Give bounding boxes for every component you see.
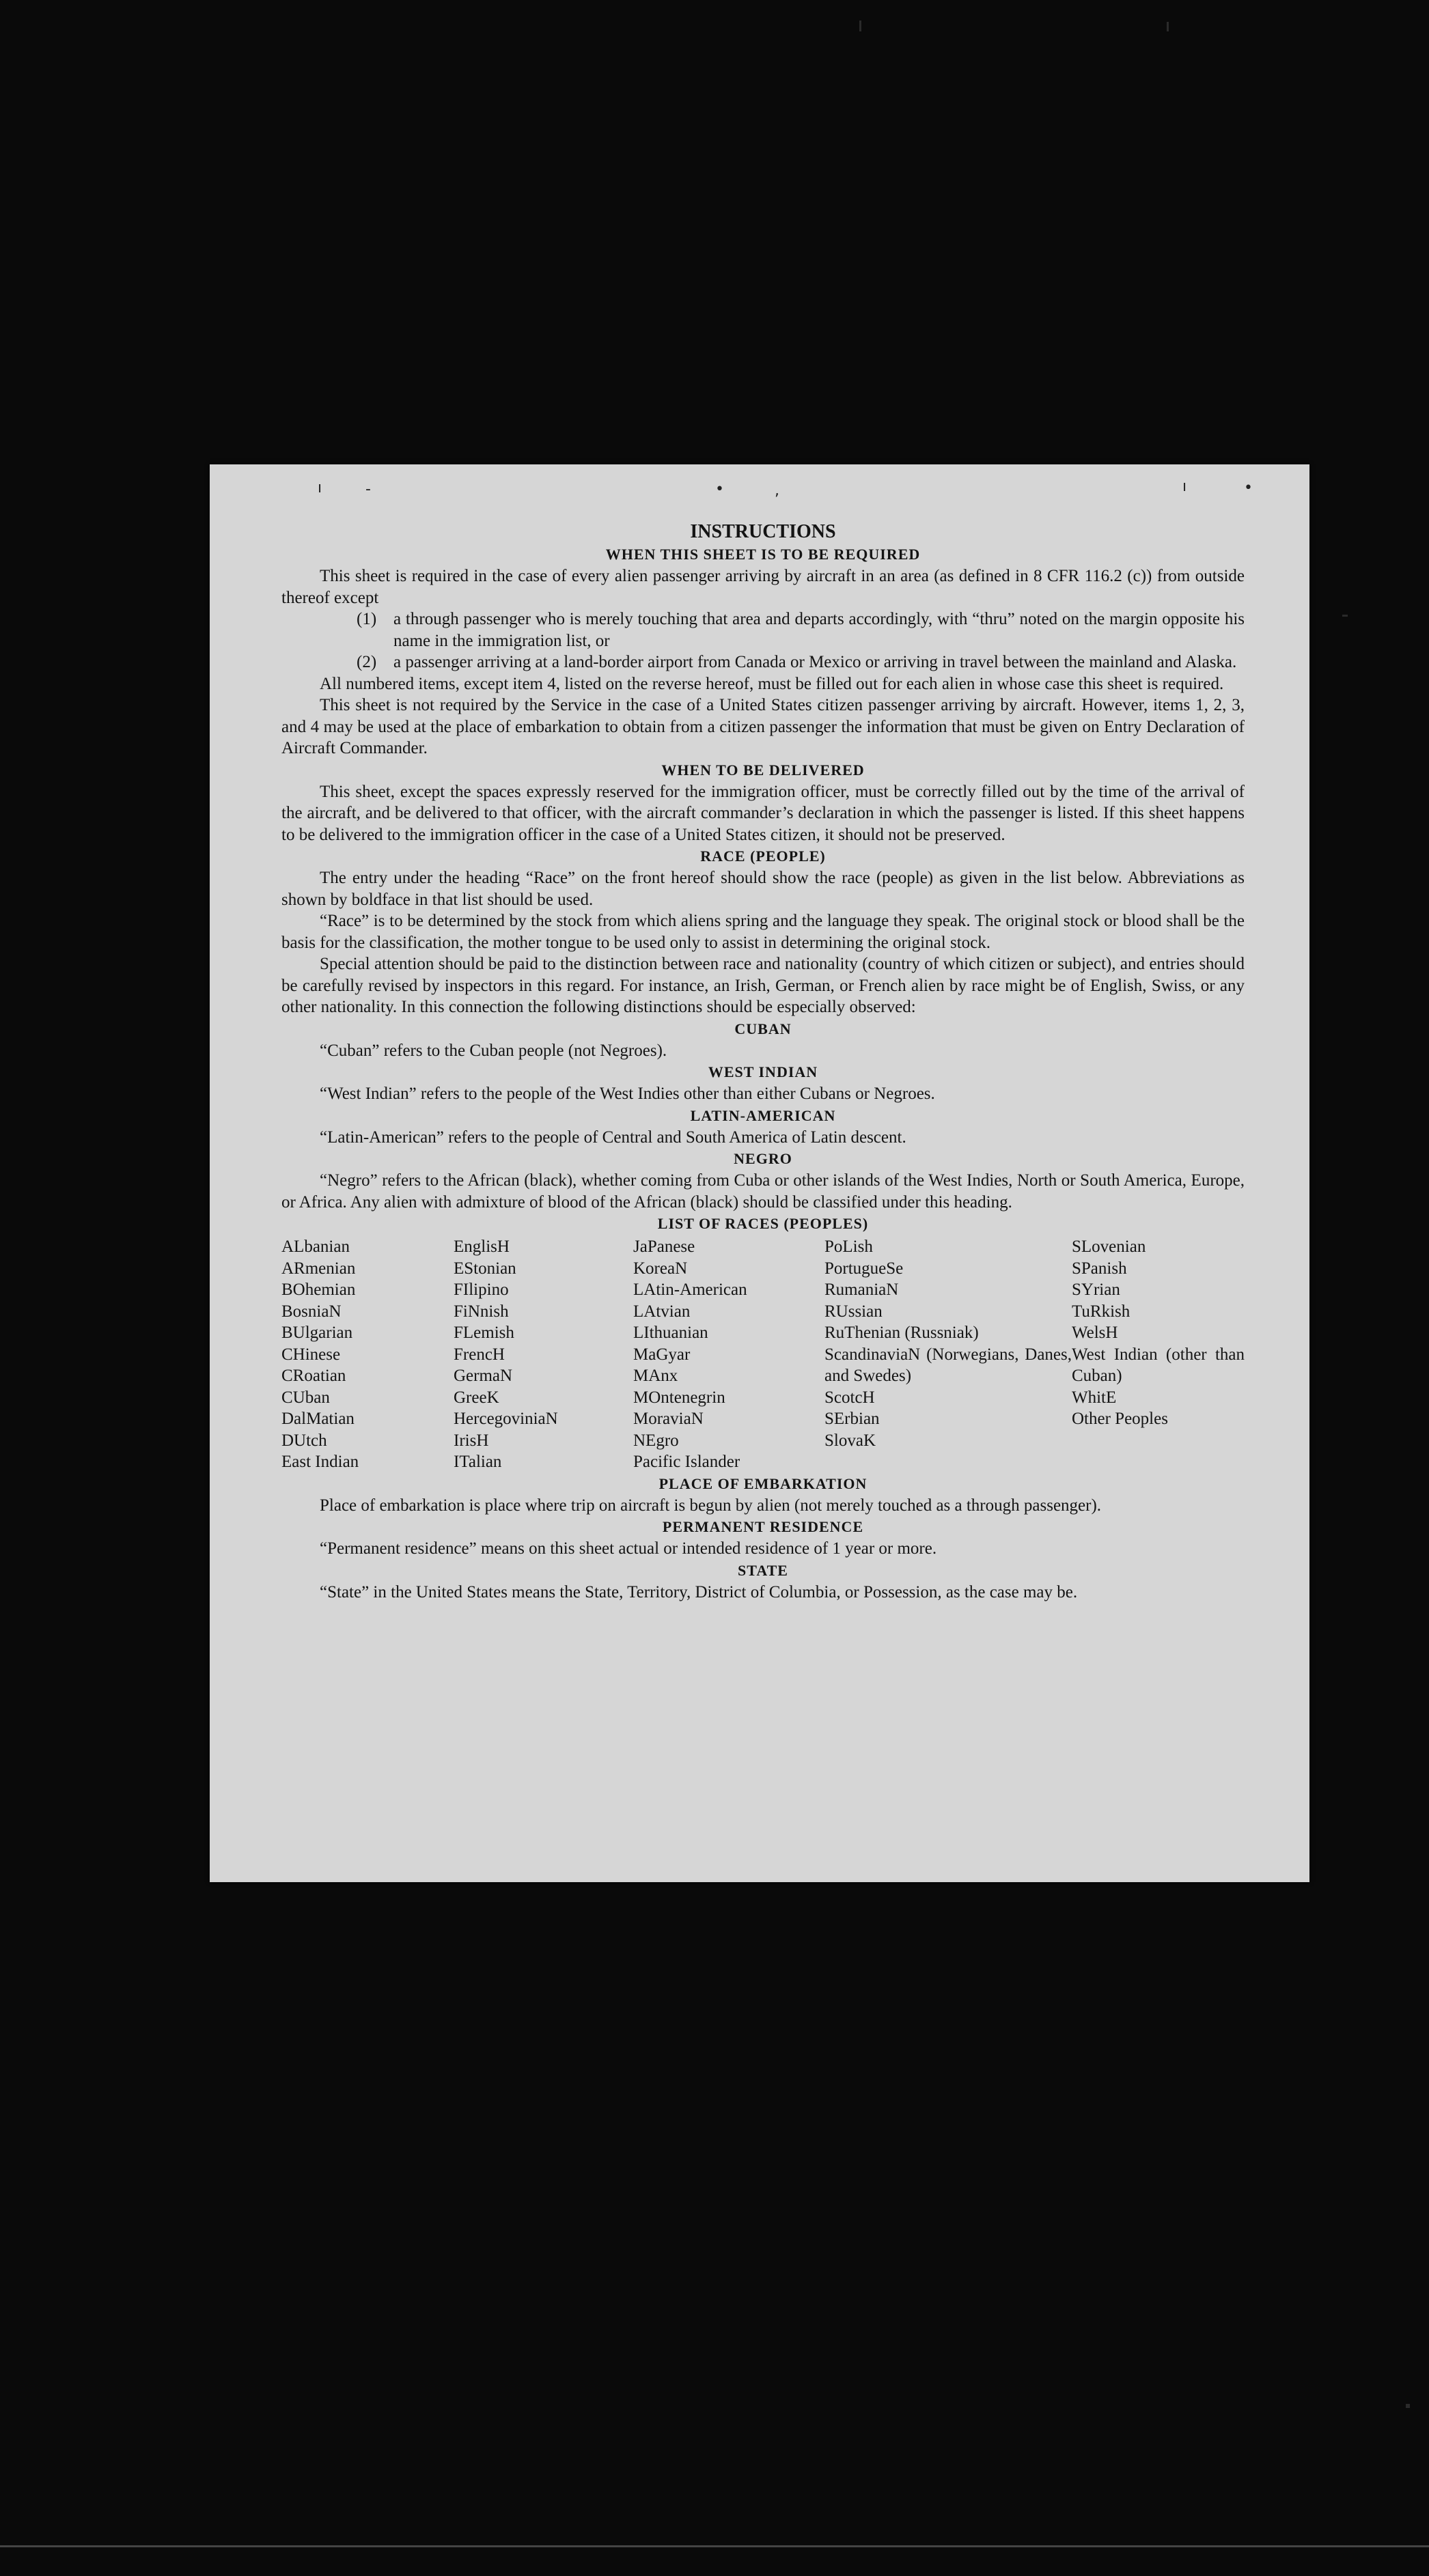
paragraph-embarkation: Place of embarkation is place where trip on aircraft is begun by alien (not merely touched as a through passenger).	[320, 1496, 1102, 1515]
race-item: TuRkish	[1072, 1302, 1130, 1321]
race-item: MOntenegrin	[633, 1388, 725, 1407]
races-column-2	[454, 1236, 633, 1473]
heading-latin-american: LATIN-AMERICAN	[690, 1106, 836, 1124]
race-item: LIthuanian	[633, 1324, 708, 1342]
race-item: Pacific Islander	[633, 1453, 740, 1471]
heading-when-delivered: WHEN TO BE DELIVERED	[661, 761, 865, 779]
heading-state: STATE	[738, 1561, 788, 1579]
heading-permanent-residence: PERMANENT RESIDENCE	[662, 1518, 864, 1535]
paragraph-state: “State” in the United States means the State, Territory, District of Columbia, or Possession, as the case may be.	[320, 1582, 1078, 1601]
exception-item-number: (1)	[357, 610, 377, 628]
exception-item-number: (2)	[357, 653, 377, 671]
film-edge-line	[0, 2545, 1429, 2547]
race-item: FIlipino	[454, 1280, 509, 1299]
heading-west-indian: WEST INDIAN	[708, 1063, 818, 1080]
race-item: ScandinaviaN (Norwegians, Danes, and Swedes)	[824, 1345, 1072, 1385]
paragraph-cuban: “Cuban” refers to the Cuban people (not Negroes).	[320, 1041, 667, 1060]
exception-item-2	[281, 652, 1245, 673]
paragraph-when-required-intro: This sheet is required in the case of every alien passenger arriving by aircraft in an area (as defined in 8 CFR 116.2 (c)) from outside thereof except	[281, 567, 1245, 607]
race-item: FLemish	[454, 1324, 514, 1342]
race-item: GreeK	[454, 1388, 499, 1407]
document-page: ı - • , ı • INSTRUCTIONS WHEN THIS SHEET IS TO BE REQUIRED This sheet is required in the case of every alien passenger arriving by aircraft in an area (as defined in 8 CFR 116.2 (c)) from outside thereof except (1) a through passenger who is merely touching that area and departs accordingly, with “thru” noted on the margin opposite his name in the immigration list, or (2) a passenger arriving at a land-border airport from Canada or Mexico or arriving in travel between the mainland and Alaska. All numbered items, except item 4, listed on the reverse hereof, must be filled out for each alien in whose case this sheet is required. This sheet is not required by the Service in the case of a United States citizen passenger arriving by aircraft. However, items 1, 2, 3, and 4 may be used at the place of embarkation to obtain from a citizen passenger the information that must be given on Entry Declaration of Aircraft Commander. WHEN TO BE DELIVERED This sheet, except the spaces expressly reserved for the immigration officer, must be correctly filled out by the time of the arrival of the aircraft, and be delivered to that officer, with the aircraft commander’s declaration in which the passenger is listed. If this sheet happens to be delivered to the immigration officer in the case of a United States citizen, it should not be preserved. RACE (PEOPLE) The entry under the heading “Race” on the front hereof should show the race (people) as given in the list below. Abbreviations as shown by boldface in that list should be used. “Race” is to be determined by the stock from which aliens spring and the language they speak. The original stock or blood shall be the basis for the classification, the mother tongue to be used only to assist in determining the original stock. Special attention should be paid to the distinction between race and nationality (country of which citizen or subject), and entries should be carefully revised by inspectors in this regard. For instance, an Irish, German, or French alien by race might be of English, Swiss, or any other nationality. In this connection the following distinctions should be especially observed: CUBAN “Cuban” refers to the Cuban people (not Negroes). WEST INDIAN “West Indian” refers to the people of the West Indies other than either Cubans or Negroes. LATIN-AMERICAN “Latin-American” refers to the people of Central and South America of Latin descent. NEGRO “Negro” refers to the African (black), whether coming from Cuba or other islands of the West Indies, North or South America, Europe, or Africa. Any alien with admixture of blood of the African (black) should be classified under this heading. LIST OF RACES (PEOPLES) ALbanian ARmenian BOhemian BosniaN BUlgarian CHinese CRoatian CUban DalMatian DUtch East Indian EnglisH EStonian FIlipino FiNnish FLemish FrencH GermaN GreeK HercegoviniaN IrisH ITalian JaPanese KoreaN LAtin-American LAtvian LIthuanian MaGyar MAnx MOntenegrin MoraviaN NEgro Pacific Islander PoLish PortugueSe RumaniaN RUssian RuThenian (Russniak) ScandinaviaN (Norwegians, Danes, and Swedes) ScotcH SErbian SlovaK SLovenian SPanish SYrian TuRkish WelsH West Indian (other than Cuban) WhitE Other Peoples PLACE OF EMBARKATION Place of embarkation is place where trip on aircraft is begun by alien (not merely touched as a through passenger). PERMANENT RESIDENCE “Permanent residence” means on this sheet actual or intended residence of 1 year or more. STATE “State” in the United States means the State, Territory, District of Columbia, or Possession, as the case may be.	[210, 464, 1309, 1882]
race-item: East Indian	[281, 1453, 359, 1471]
race-item: RUssian	[824, 1302, 883, 1321]
exception-item-1	[281, 608, 1245, 652]
races-list	[281, 1236, 1245, 1473]
race-item: BosniaN	[281, 1302, 342, 1321]
race-item: Other Peoples	[1072, 1410, 1168, 1428]
paragraph-citizen-passenger: This sheet is not required by the Service in the case of a United States citizen passenger arriving by aircraft. However, items 1, 2, 3, and 4 may be used at the place of embarkation to obtain from a citizen passenger the information that must be given on Entry Declaration of Aircraft Commander.	[281, 696, 1245, 757]
race-item: HercegoviniaN	[454, 1410, 558, 1428]
race-item: RumaniaN	[824, 1280, 899, 1299]
race-item: GermaN	[454, 1367, 513, 1385]
race-item: MaGyar	[633, 1345, 691, 1364]
race-item: CUban	[281, 1388, 330, 1407]
race-item: JaPanese	[633, 1237, 695, 1256]
race-item: LAtvian	[633, 1302, 691, 1321]
exception-item-text: a through passenger who is merely touching that area and departs accordingly, with “thru” noted on the margin opposite his name in the immigration list, or	[393, 610, 1245, 650]
paragraph-negro: “Negro” refers to the African (black), whether coming from Cuba or other islands of the West Indies, North or South America, Europe, or Africa. Any alien with admixture of blood of the African (black) should be classified under this heading.	[281, 1171, 1245, 1212]
paragraph-race-2: “Race” is to be determined by the stock from which aliens spring and the language they speak. The original stock or blood shall be the basis for the classification, the mother tongue to be used only to assist in determining the original stock.	[281, 912, 1245, 952]
race-item: KoreaN	[633, 1259, 688, 1278]
race-item: SYrian	[1072, 1280, 1120, 1299]
heading-race: RACE (PEOPLE)	[700, 848, 826, 865]
race-item: MAnx	[633, 1367, 678, 1385]
races-column-3	[633, 1236, 824, 1473]
race-item: FiNnish	[454, 1302, 509, 1321]
race-item: WhitE	[1072, 1388, 1117, 1407]
paragraph-residence: “Permanent residence” means on this sheet actual or intended residence of 1 year or more.	[320, 1539, 937, 1558]
race-item: NEgro	[633, 1431, 679, 1450]
race-item: CRoatian	[281, 1367, 346, 1385]
race-item: ALbanian	[281, 1237, 350, 1256]
races-column-4	[824, 1236, 1072, 1473]
exception-item-text: a passenger arriving at a land-border airport from Canada or Mexico or arriving in travel between the mainland and Alaska.	[393, 653, 1237, 671]
heading-list-of-races: LIST OF RACES (PEOPLES)	[657, 1215, 869, 1232]
paragraph-race-3: Special attention should be paid to the distinction between race and nationality (country of which citizen or subject), and entries should be carefully revised by inspectors in this regard. For instance, an Irish, German, or French alien by race might be of English, Swiss, or any other nationality. In this connection the following distinctions should be especially observed:	[281, 955, 1245, 1016]
race-item: MoraviaN	[633, 1410, 704, 1428]
race-item: SlovaK	[824, 1431, 876, 1450]
race-item: DUtch	[281, 1431, 327, 1450]
race-item: LAtin-American	[633, 1280, 747, 1299]
race-item: EStonian	[454, 1259, 516, 1278]
paragraph-when-delivered: This sheet, except the spaces expressly reserved for the immigration officer, must be correctly filled out by the time of the arrival of the aircraft, and be delivered to that officer, with the aircraft commander’s declaration in which the passenger is listed. If this sheet happens to be delivered to the immigration officer in the case of a United States citizen, it should not be preserved.	[281, 782, 1245, 844]
paragraph-race-1: The entry under the heading “Race” on the front hereof should show the race (people) as given in the list below. Abbreviations as shown by boldface in that list should be used.	[281, 869, 1245, 909]
race-item: RuThenian (Russniak)	[824, 1324, 979, 1342]
heading-when-required: WHEN THIS SHEET IS TO BE REQUIRED	[605, 546, 921, 563]
paragraph-latin-american: “Latin-American” refers to the people of Central and South America of Latin descent.	[320, 1128, 906, 1147]
races-column-1	[281, 1236, 454, 1473]
paragraph-west-indian: “West Indian” refers to the people of the West Indies other than either Cubans or Negroes.	[320, 1084, 935, 1103]
race-item: West Indian (other than Cuban)	[1072, 1345, 1245, 1385]
race-item: BOhemian	[281, 1280, 356, 1299]
race-item: ITalian	[454, 1453, 502, 1471]
race-item: SPanish	[1072, 1259, 1127, 1278]
document-title: INSTRUCTIONS	[690, 521, 836, 542]
race-item: PoLish	[824, 1237, 873, 1256]
race-item: IrisH	[454, 1431, 489, 1450]
race-item: CHinese	[281, 1345, 341, 1364]
race-item: ScotcH	[824, 1388, 875, 1407]
race-item: WelsH	[1072, 1324, 1118, 1342]
race-item: PortugueSe	[824, 1259, 904, 1278]
race-item: BUlgarian	[281, 1324, 353, 1342]
instructions-body	[281, 520, 1245, 1603]
heading-place-of-embarkation: PLACE OF EMBARKATION	[658, 1474, 868, 1492]
race-item: FrencH	[454, 1345, 505, 1364]
races-column-5	[1072, 1236, 1245, 1473]
heading-cuban: CUBAN	[734, 1020, 792, 1037]
race-item: SErbian	[824, 1410, 880, 1428]
race-item: EnglisH	[454, 1237, 510, 1256]
race-item: ARmenian	[281, 1259, 356, 1278]
race-item: DalMatian	[281, 1410, 355, 1428]
paragraph-numbered-items: All numbered items, except item 4, listed on the reverse hereof, must be filled out for each alien in whose case this sheet is required.	[320, 674, 1224, 693]
heading-negro: NEGRO	[734, 1150, 792, 1167]
race-item: SLovenian	[1072, 1237, 1146, 1256]
